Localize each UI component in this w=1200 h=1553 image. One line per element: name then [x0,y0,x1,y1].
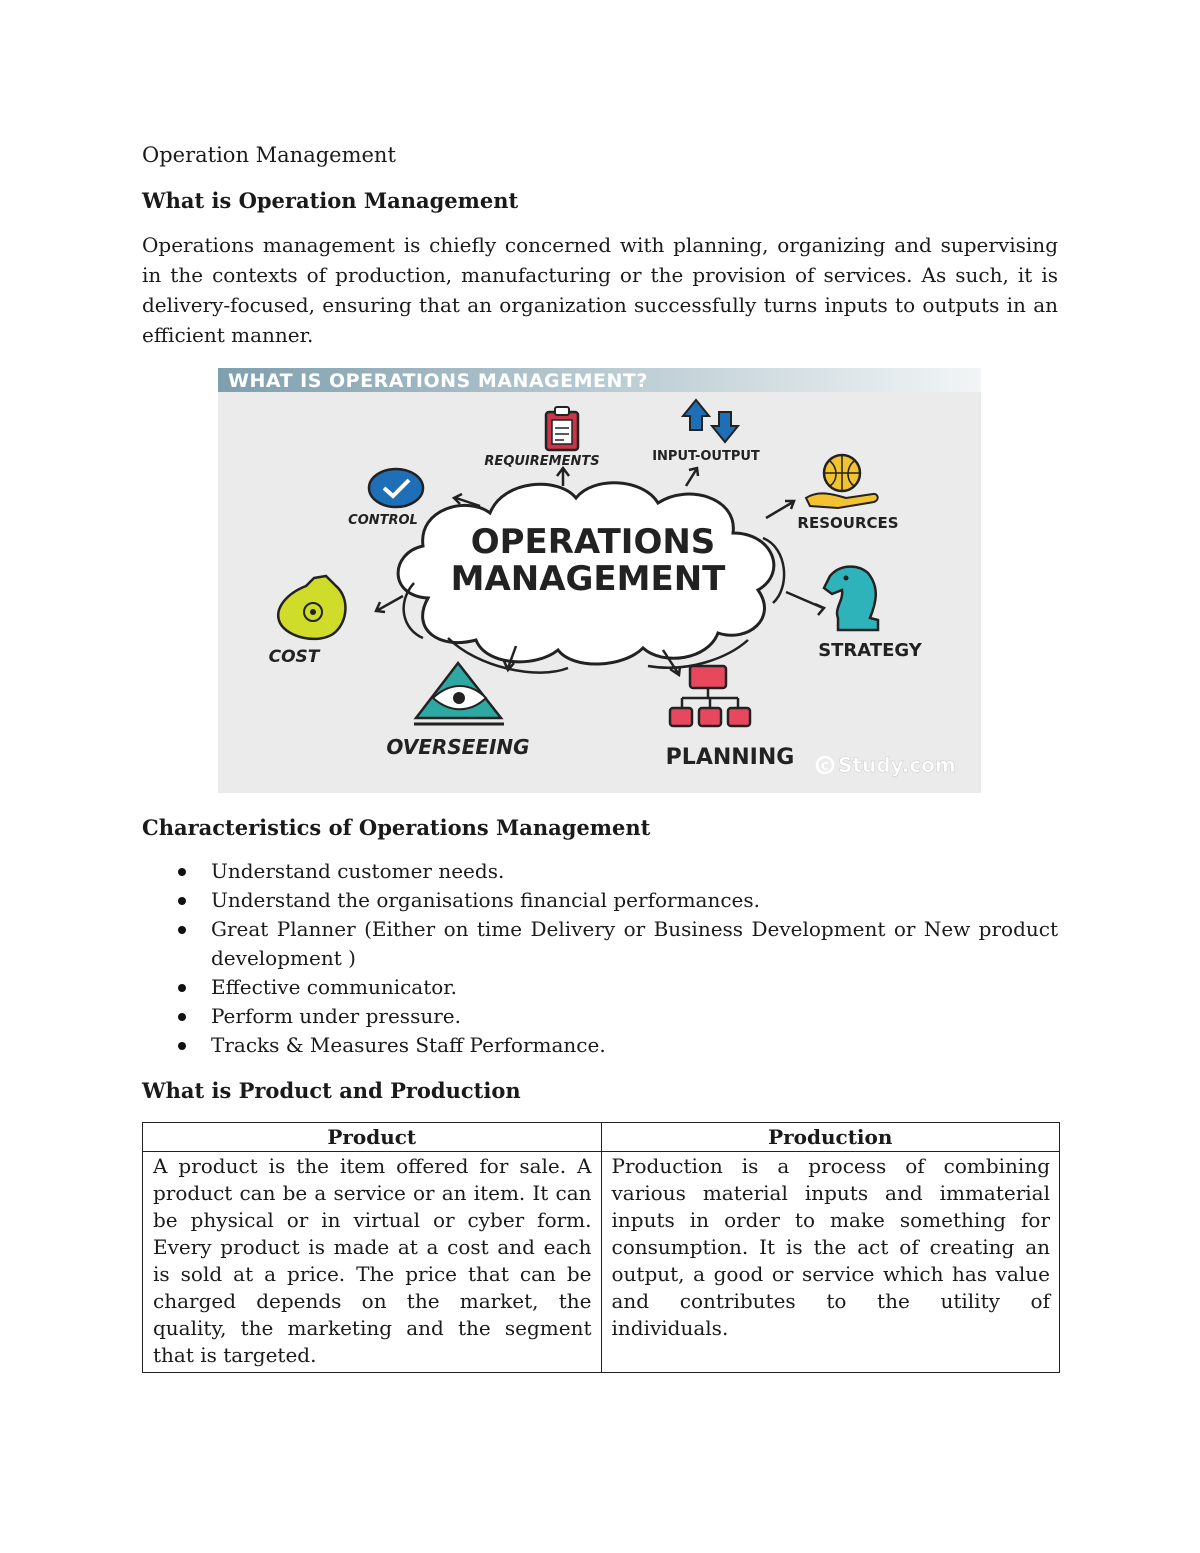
clipboard-icon [546,407,578,450]
product-production-table [142,1122,1060,1373]
table-header-row [143,1123,1060,1152]
label-planning: PLANNING [665,745,795,770]
table-cell-product: A product is the item offered for sale. A product can be a service or an item. It can be physical or in virtual or cyber form. Every product is made at a cost and each is sold at a price. The price that can be charged depends on the market, the quality, the marketing and the segment that is targeted. [143,1152,602,1373]
watermark [817,753,956,777]
section-heading-characteristics: Characteristics of Operations Management [142,815,651,840]
table-row [143,1152,1060,1373]
intro-paragraph: Operations management is chiefly concerned with planning, organizing and supervising in the contexts of production, manufacturing or the provision of services. As such, it is delivery-focused, ensuring that an organization successfully turns inputs to outputs in an efficient manner. [142,233,1058,347]
section-heading-what-is-operation-management: What is Operation Management [142,188,519,213]
watermark-text: Study.com [838,753,956,777]
document-content [142,140,1058,1373]
label-resources: RESOURCES [797,514,899,532]
label-control: CONTROL [348,513,418,528]
list-item: Tracks & Measures Staff Performance. [211,1031,1058,1060]
document-title: Operation Management [142,143,396,167]
cloud-title-line2: MANAGEMENT [450,559,726,599]
operations-management-figure [218,368,981,793]
list-item: Effective communicator. [211,973,1058,1002]
svg-text:C: C [820,760,830,773]
label-input-output: INPUT-OUTPUT [652,449,760,464]
table-header-production: Production [601,1123,1060,1152]
table-header-product: Product [143,1123,602,1152]
table-cell-production: Production is a process of combining various material inputs and immaterial inputs in order to make something for consumption. It is the act of creating an output, a good or service which has value and contributes to the utility of individuals. [601,1152,1060,1373]
characteristics-list [142,857,1058,1060]
label-cost: COST [268,647,320,667]
figure-banner-text: WHAT IS OPERATIONS MANAGEMENT? [228,370,648,392]
label-requirements: REQUIREMENTS [484,454,600,469]
section-heading-product-production: What is Product and Production [142,1078,521,1103]
cloud-title-line1: OPERATIONS [470,522,716,562]
list-item: Understand customer needs. [211,857,1058,886]
list-item: Perform under pressure. [211,1002,1058,1031]
label-strategy: STRATEGY [818,640,922,661]
list-item: Understand the organisations financial performances. [211,886,1058,915]
label-overseeing: OVERSEEING [386,735,530,759]
check-circle-icon [369,469,423,507]
list-item: Great Planner (Either on time Delivery or Business Development or New product development ) [211,915,1058,973]
